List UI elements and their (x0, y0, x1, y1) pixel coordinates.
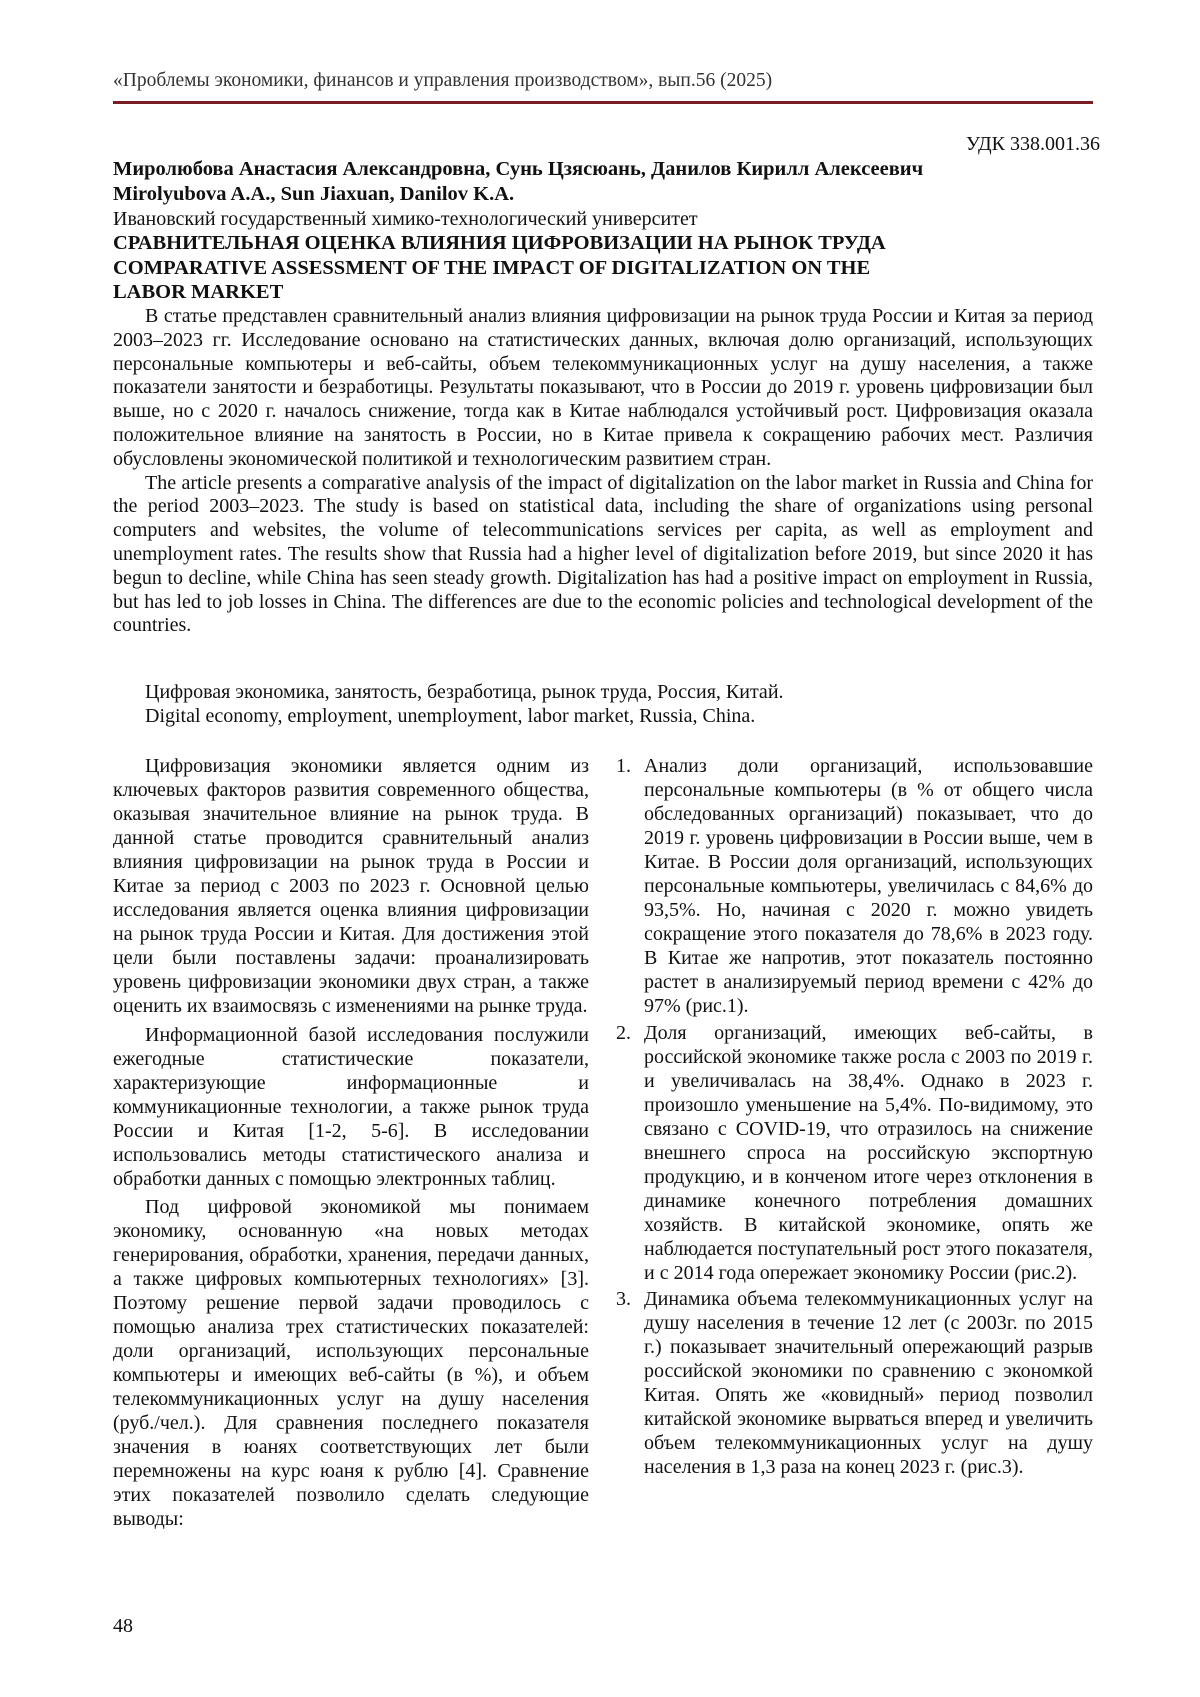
udk-code: УДК 338.001.36 (965, 133, 1100, 155)
affiliation: Ивановский государственный химико-технологический университет (113, 208, 698, 230)
list-item (616, 754, 1093, 1019)
list-item-text: Анализ доли организаций, использовавшие персональные компьютеры (в % от общего числа обследованных организаций) показывает, что до 2019 г. уровень цифровизации в России выше, чем в Китае. В России доля организаций, использующих персональные компьютеры, увеличилась с 84,6% до 93,5%. Но, начиная с 2020 г. можно увидеть сокращение этого показателя до 78,6% в 2023 году. В Китае же напротив, этот показатель постоянно растет в анализируемый период времени с 42% до 97% (рис.1). (644, 755, 1093, 1018)
body-right-column (616, 754, 1093, 1481)
authors-en: Mirolyubova A.A., Sun Jiaxuan, Danilov K.A. (113, 183, 515, 205)
header-divider (113, 101, 1093, 104)
list-item-text: Доля организаций, имеющих веб-сайты, в российской экономике также росла с 2003 по 2019 г. и увеличивалась на 38,4%. Однако в 2023 г. произошло уменьшение на 5,4%. По-видимому, это связано с COVID-19, что отразилось на снижение внешнего спроса на российскую экспортную продукцию, и в конченом итоге через отклонения в динамике конечного потребления домашних хозяйств. В китайской экономике, опять же наблюдается поступательный рост этого показателя, и с 2014 года опережает экономику России (рис.2). (644, 1021, 1093, 1284)
body-left-column (113, 754, 589, 1536)
body-paragraph: Под цифровой экономикой мы понимаем экономику, основанную «на новых методах генерирования, обработки, хранения, передачи данных, а также цифровых компьютерных технологиях» [3]. Поэтому решение первой задачи проводилось с помощью анализа трех статистических показателей: доли организаций, использующих персональные компьютеры и имеющих веб-сайты (в %), и объем телекоммуникационных услуг на душу населения (руб./чел.). Для сравнения последнего показателя значения в юанях соответствующих лет были перемножены на курс юаня к рублю [4]. Сравнение этих показателей позволило сделать следующие выводы: (113, 1195, 589, 1531)
body-paragraph: Цифровизация экономики является одним из ключевых факторов развития современного общества, оказывая значительное влияние на рынок труда. В данной статье проводится сравнительный анализ влияния цифровизации на рынок труда в России и Китае за период с 2003 по 2023 г. Основной целью исследования является оценка влияния цифровизации на рынок труда России и Китая. Для достижения этой цели были поставлены задачи: проанализировать уровень цифровизации экономики двух стран, а также оценить их взаимосвязь с изменениями на рынке труда. (113, 755, 589, 1018)
body-paragraph: Информационной базой исследования послужили ежегодные статистические показатели, характеризующие информационные и коммуникационные технологии, а также рынок труда России и Китая [1-2, 5-6]. В исследовании использовались методы статистического анализа и обработки данных с помощью электронных таблиц. (113, 1023, 589, 1190)
list-item (616, 1021, 1093, 1286)
list-item (616, 1287, 1093, 1479)
title-ru: СРАВНИТЕЛЬНАЯ ОЦЕНКА ВЛИЯНИЯ ЦИФРОВИЗАЦИИ НА РЫНОК ТРУДА (113, 232, 886, 254)
keywords-ru: Цифровая экономика, занятость, безработица, рынок труда, Россия, Китай. (145, 681, 784, 703)
keywords (113, 680, 1093, 728)
page-number: 48 (113, 1615, 133, 1637)
abstract-en: The article presents a comparative analysis of the impact of digitalization on the labor market in Russia and China for the period 2003–2023. The study is based on statistical data, including the share of organizations using personal computers and websites, the volume of telecommunications services per capita, as well as employment and unemployment rates. The results show that Russia had a higher level of digitalization before 2019, but since 2020 it has begun to decline, while China has seen steady growth. Digitalization has had a positive impact on employment in Russia, but has led to job losses in China. The differences are due to the economic policies and technological development of the countries. (113, 471, 1093, 637)
list-item-text: Динамика объема телекоммуникационных услуг на душу населения в течение 12 лет (с 2003г. по 2015 г.) показывает значительный опережающий разрыв российской экономики по сравнению с экономкой Китая. Опять же «ковидный» период позволил китайской экономике вырваться вперед и увеличить объем телекоммуникационных услуг на душу населения в 1,3 раза на конец 2023 г. (рис.3). (644, 1288, 1093, 1479)
abstract (113, 305, 1093, 638)
journal-header: «Проблемы экономики, финансов и управления производством», вып.56 (2025) (113, 70, 773, 91)
authors-ru: Миролюбова Анастасия Александровна, Сунь Цзясюань, Данилов Кирилл Алексеевич (113, 158, 924, 180)
list-item-number: 3. (616, 1288, 631, 1311)
title-en: COMPARATIVE ASSESSMENT OF THE IMPACT OF DIGITALIZATION ON THE LABOR MARKET (113, 257, 871, 303)
list-item-number: 2. (616, 1021, 631, 1044)
list-item-number: 1. (616, 755, 631, 777)
findings-list (616, 754, 1093, 1479)
keywords-en: Digital economy, employment, unemployment, labor market, Russia, China. (145, 705, 756, 727)
abstract-ru: В статье представлен сравнительный анализ влияния цифровизации на рынок труда России и Китая за период 2003–2023 гг. Исследование основано на статистических данных, включая долю организаций, использующих персональные компьютеры и веб-сайты, объем телекоммуникационных услуг на душу населения, а также показатели занятости и безработицы. Результаты показывают, что в России до 2019 г. уровень цифровизации был выше, но с 2020 г. началось снижение, тогда как в Китае наблюдался устойчивый рост. Цифровизация оказала положительное влияние на занятость в России, но в Китае привела к сокращению рабочих мест. Различия обусловлены экономической политикой и технологическим развитием стран. (113, 305, 1093, 470)
